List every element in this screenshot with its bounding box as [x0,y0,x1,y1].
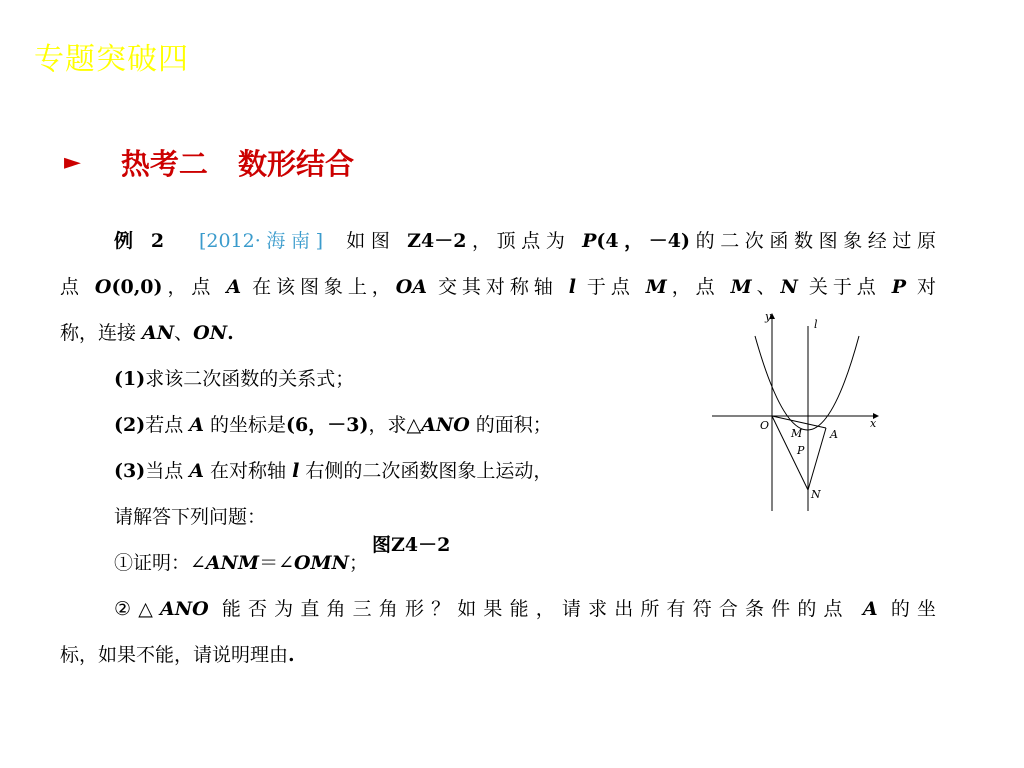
text-run: 若点 [145,414,190,436]
question-3-part-1 [60,540,936,586]
label-y: y [765,310,772,323]
text-run: (2) [114,414,146,436]
figure-caption: 图Z4－2 [372,534,451,556]
text-run: 的二次函数图象经过原 [690,230,936,252]
text-run: ANM [205,552,260,574]
text-run: OMN [293,552,349,574]
text-run: ON [193,322,228,344]
text-run: Z4－2 [407,230,467,252]
label-x: x [870,417,877,430]
text-run: P [582,230,597,252]
example-label: 例 2 [114,230,165,252]
text-run: OA [395,276,428,298]
text-run: 标，如果不能，请说明理由 [60,644,289,666]
text-run: M [730,276,752,298]
text-run: 点 [60,276,95,298]
text-run: ANO [159,598,209,620]
text-run: A [862,598,878,620]
text-run: ，点 [162,276,227,298]
problem-line-2 [60,264,936,310]
text-run: (0,0) [111,276,163,298]
problem-line-1 [60,218,936,264]
label-l: l [814,318,818,331]
text-run: ，点 [666,276,731,298]
text-run: l [292,460,300,482]
text-run: A [189,414,204,436]
text-run: 关于点 [797,276,892,298]
segment-an [808,428,826,490]
text-run: 右侧的二次函数图象上运动， [299,460,553,482]
text-run: ； [348,552,368,574]
text-run: (4，－4) [596,230,690,252]
label-n: N [811,488,821,501]
label-a: A [830,428,838,441]
question-3-part-2 [60,586,936,632]
text-run: 、 [751,276,781,298]
text-run: 称，连接 [60,322,143,344]
text-run: 于点 [575,276,646,298]
text-run: (3) [114,460,146,482]
text-run: ＝∠ [259,552,294,574]
text-run: . [288,644,295,666]
section-label: 热考二 [120,147,208,181]
text-run: ①证明：∠ [114,552,206,574]
text-run: 当点 [145,460,190,482]
text-run: M [645,276,667,298]
text-run: . [227,322,234,344]
text-run: 的坐标是 [204,414,287,436]
text-run: 如图 [346,230,408,252]
text-run: ，顶点为 [466,230,583,252]
text-run: ANO [421,414,470,436]
text-run: 的面积； [469,414,552,436]
text-run: 交其对称轴 [427,276,569,298]
text-run: P [891,276,906,298]
text-run: ②△ [114,598,160,620]
text-run: (6，－3) [286,414,369,436]
text-run: N [780,276,798,298]
label-o: O [760,419,770,432]
question-3-part-2-cont [60,632,936,678]
text-run: ，求△ [368,414,422,436]
text-run: 对 [906,276,936,298]
text-run: A [226,276,242,298]
section-heading [64,142,354,183]
text-run: O [94,276,112,298]
header-band [0,0,1024,100]
section-topic: 数形结合 [237,147,354,181]
text-run: 在对称轴 [204,460,293,482]
text-run: (1) [114,368,146,390]
label-p: P [797,444,805,457]
text-run: 在该图象上， [241,276,396,298]
text-run: A [189,460,204,482]
text-run: 、 [174,322,194,344]
text-run: 能否为直角三角形？如果能，请求出所有符合条件的点 [208,598,863,620]
problem-source: [2012·海南] [198,230,323,252]
parabola-figure [708,306,884,516]
text-run: AN [142,322,175,344]
text-run: l [568,276,576,298]
series-title: 专题突破四 [34,42,189,77]
text-run: 请解答下列问题： [114,506,267,528]
text-run: 求该二次函数的关系式； [145,368,355,390]
problem-line-1-text [346,230,936,252]
bullet-arrow-icon: ► [64,150,81,175]
text-run: 的坐 [877,598,936,620]
label-m: M [791,427,803,440]
